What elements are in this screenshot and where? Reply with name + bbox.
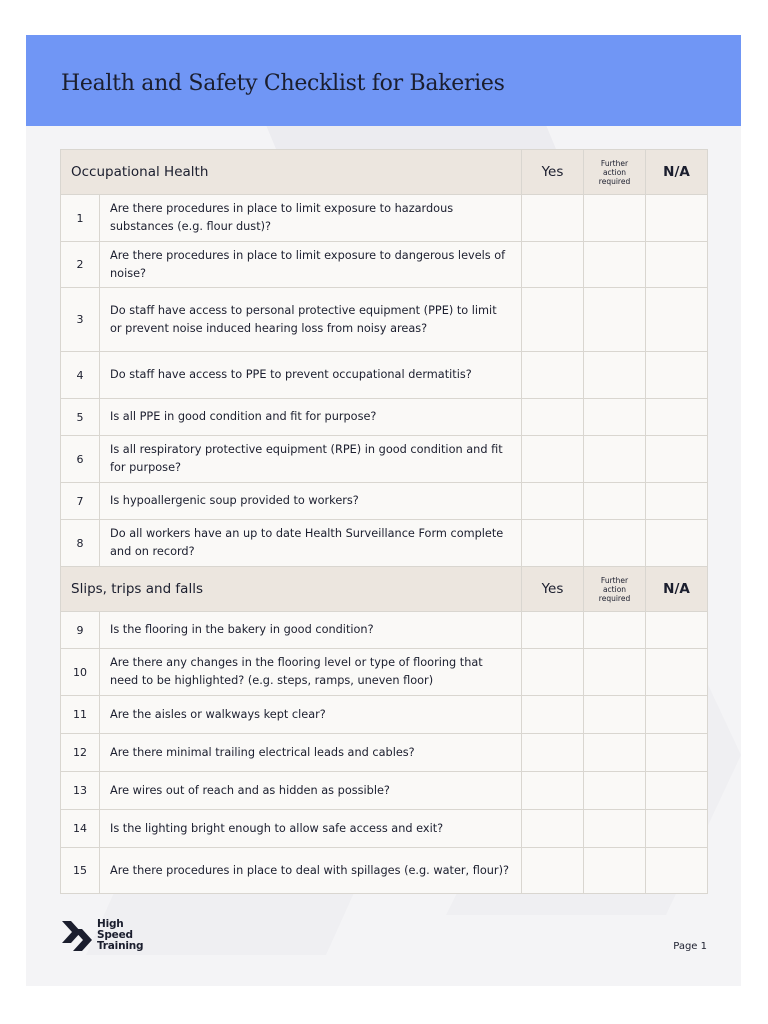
yes-checkbox-cell[interactable] (522, 848, 584, 894)
chevron-logo-icon (62, 919, 94, 953)
row-number: 8 (61, 520, 100, 567)
na-checkbox-cell[interactable] (646, 399, 708, 436)
table-row (61, 436, 708, 483)
column-further-action-header: Further action required (584, 150, 646, 195)
row-number: 6 (61, 436, 100, 483)
yes-checkbox-cell[interactable] (522, 810, 584, 848)
section-header-occupational-health (61, 150, 708, 195)
yes-checkbox-cell[interactable] (522, 520, 584, 567)
table-row (61, 772, 708, 810)
section-title: Occupational Health (61, 150, 522, 195)
yes-checkbox-cell[interactable] (522, 195, 584, 242)
row-question: Do staff have access to personal protective equipment (PPE) to limit or prevent noise induced hearing loss from noisy areas? (100, 288, 522, 352)
section-header-slips-trips-falls (61, 567, 708, 612)
logo-wordmark: High Speed Training (97, 918, 144, 952)
na-checkbox-cell[interactable] (646, 612, 708, 649)
table-row (61, 195, 708, 242)
na-checkbox-cell[interactable] (646, 483, 708, 520)
row-number: 3 (61, 288, 100, 352)
row-question: Is the flooring in the bakery in good condition? (100, 612, 522, 649)
na-checkbox-cell[interactable] (646, 649, 708, 696)
na-checkbox-cell[interactable] (646, 848, 708, 894)
row-question: Are there any changes in the flooring level or type of flooring that need to be highlighted? (e.g. steps, ramps, uneven floor) (100, 649, 522, 696)
row-question: Are there procedures in place to limit exposure to hazardous substances (e.g. flour dust)? (100, 195, 522, 242)
row-number: 15 (61, 848, 100, 894)
na-checkbox-cell[interactable] (646, 810, 708, 848)
yes-checkbox-cell[interactable] (522, 399, 584, 436)
na-checkbox-cell[interactable] (646, 520, 708, 567)
checklist-table (60, 149, 708, 894)
table-row (61, 612, 708, 649)
row-question: Is the lighting bright enough to allow safe access and exit? (100, 810, 522, 848)
yes-checkbox-cell[interactable] (522, 612, 584, 649)
row-number: 5 (61, 399, 100, 436)
further-action-checkbox-cell[interactable] (584, 436, 646, 483)
row-question: Do staff have access to PPE to prevent occupational dermatitis? (100, 352, 522, 399)
yes-checkbox-cell[interactable] (522, 772, 584, 810)
yes-checkbox-cell[interactable] (522, 696, 584, 734)
further-action-checkbox-cell[interactable] (584, 772, 646, 810)
row-question: Are the aisles or walkways kept clear? (100, 696, 522, 734)
row-question: Is all respiratory protective equipment (RPE) in good condition and fit for purpose? (100, 436, 522, 483)
further-action-checkbox-cell[interactable] (584, 848, 646, 894)
document-page (26, 35, 741, 986)
page-title: Health and Safety Checklist for Bakeries (61, 71, 505, 96)
row-number: 4 (61, 352, 100, 399)
yes-checkbox-cell[interactable] (522, 288, 584, 352)
further-action-checkbox-cell[interactable] (584, 696, 646, 734)
row-number: 14 (61, 810, 100, 848)
further-action-checkbox-cell[interactable] (584, 483, 646, 520)
column-yes-header: Yes (522, 150, 584, 195)
na-checkbox-cell[interactable] (646, 436, 708, 483)
table-row (61, 399, 708, 436)
na-checkbox-cell[interactable] (646, 242, 708, 288)
row-number: 10 (61, 649, 100, 696)
table-row (61, 483, 708, 520)
row-number: 7 (61, 483, 100, 520)
further-action-checkbox-cell[interactable] (584, 242, 646, 288)
row-question: Is hypoallergenic soup provided to workers? (100, 483, 522, 520)
further-action-checkbox-cell[interactable] (584, 520, 646, 567)
na-checkbox-cell[interactable] (646, 734, 708, 772)
na-checkbox-cell[interactable] (646, 288, 708, 352)
column-further-action-header: Further action required (584, 567, 646, 612)
column-yes-header: Yes (522, 567, 584, 612)
yes-checkbox-cell[interactable] (522, 352, 584, 399)
yes-checkbox-cell[interactable] (522, 483, 584, 520)
page-number: Page 1 (673, 941, 707, 952)
table-row (61, 810, 708, 848)
further-action-checkbox-cell[interactable] (584, 288, 646, 352)
row-question: Are there procedures in place to limit exposure to dangerous levels of noise? (100, 242, 522, 288)
row-question: Is all PPE in good condition and fit for purpose? (100, 399, 522, 436)
row-number: 1 (61, 195, 100, 242)
row-number: 12 (61, 734, 100, 772)
na-checkbox-cell[interactable] (646, 352, 708, 399)
row-question: Are there procedures in place to deal with spillages (e.g. water, flour)? (100, 848, 522, 894)
further-action-checkbox-cell[interactable] (584, 195, 646, 242)
table-row (61, 242, 708, 288)
title-banner (26, 35, 741, 126)
yes-checkbox-cell[interactable] (522, 436, 584, 483)
row-question: Are wires out of reach and as hidden as possible? (100, 772, 522, 810)
table-row (61, 734, 708, 772)
table-row (61, 649, 708, 696)
section-title: Slips, trips and falls (61, 567, 522, 612)
column-na-header: N/A (646, 150, 708, 195)
further-action-checkbox-cell[interactable] (584, 734, 646, 772)
table-row (61, 520, 708, 567)
further-action-checkbox-cell[interactable] (584, 612, 646, 649)
high-speed-training-logo (62, 919, 172, 955)
row-number: 11 (61, 696, 100, 734)
na-checkbox-cell[interactable] (646, 195, 708, 242)
na-checkbox-cell[interactable] (646, 696, 708, 734)
row-number: 2 (61, 242, 100, 288)
yes-checkbox-cell[interactable] (522, 242, 584, 288)
row-question: Do all workers have an up to date Health Surveillance Form complete and on record? (100, 520, 522, 567)
further-action-checkbox-cell[interactable] (584, 352, 646, 399)
table-row (61, 352, 708, 399)
na-checkbox-cell[interactable] (646, 772, 708, 810)
table-row (61, 848, 708, 894)
table-row (61, 696, 708, 734)
row-number: 9 (61, 612, 100, 649)
yes-checkbox-cell[interactable] (522, 734, 584, 772)
column-na-header: N/A (646, 567, 708, 612)
further-action-checkbox-cell[interactable] (584, 649, 646, 696)
further-action-checkbox-cell[interactable] (584, 810, 646, 848)
row-question: Are there minimal trailing electrical leads and cables? (100, 734, 522, 772)
table-row (61, 288, 708, 352)
yes-checkbox-cell[interactable] (522, 649, 584, 696)
row-number: 13 (61, 772, 100, 810)
further-action-checkbox-cell[interactable] (584, 399, 646, 436)
